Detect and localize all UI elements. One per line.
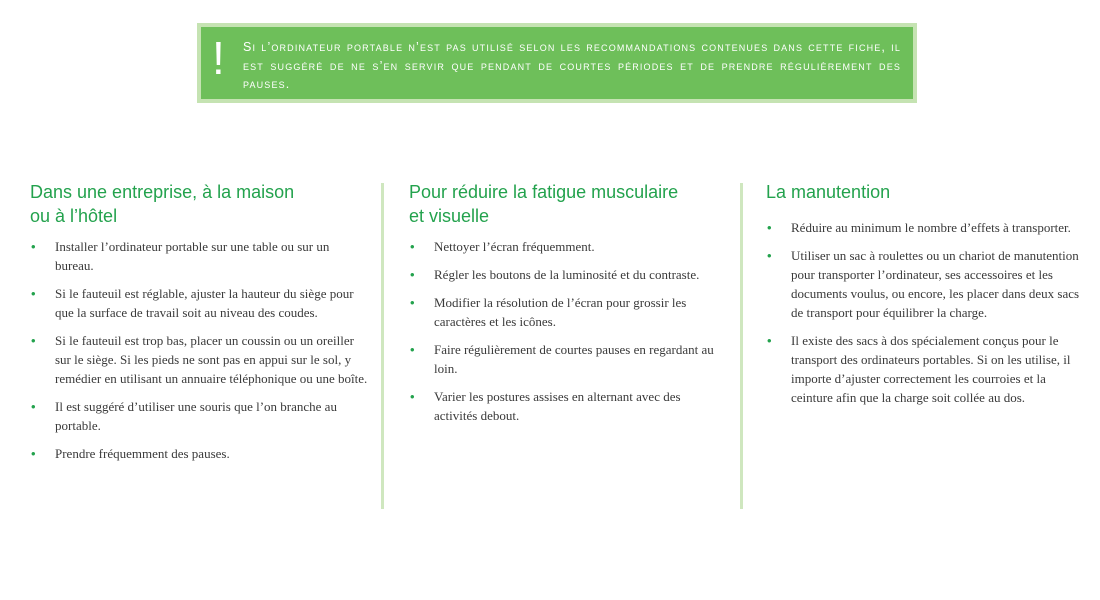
bullet-icon: • bbox=[31, 446, 36, 461]
title-line: Pour réduire la fatigue musculaire bbox=[409, 182, 679, 202]
list-item bbox=[409, 293, 724, 331]
list-item-text: Utiliser un sac à roulettes ou un chariot de manutention pour transporter l’ordinateur, ses accessoires et les documents voulus, ou encore, les placer dans deux sacs de transport pour équilibrer la charge. bbox=[791, 248, 1080, 320]
list-item bbox=[409, 387, 724, 425]
bullet-icon: • bbox=[410, 267, 415, 282]
list-item-text: Faire régulièrement de courtes pauses en regardant au loin. bbox=[434, 342, 714, 376]
list-item bbox=[409, 237, 724, 256]
warning-callout bbox=[197, 23, 917, 103]
column-title bbox=[30, 180, 370, 228]
list-item-text: Installer l’ordinateur portable sur une table ou sur un bureau. bbox=[55, 239, 330, 273]
list-item-text: Nettoyer l’écran fréquemment. bbox=[434, 239, 595, 254]
list-item bbox=[30, 397, 370, 435]
bullet-icon: • bbox=[31, 399, 36, 414]
bullet-list bbox=[409, 237, 724, 425]
title-line: ou à l’hôtel bbox=[30, 206, 118, 226]
bullet-icon: • bbox=[410, 342, 415, 357]
list-item-text: Il est suggéré d’utiliser une souris que l’on branche au portable. bbox=[55, 399, 337, 433]
bullet-list bbox=[766, 218, 1084, 407]
list-item bbox=[30, 444, 370, 463]
list-item-text: Modifier la résolution de l’écran pour grossir les caractères et les icônes. bbox=[434, 295, 687, 329]
bullet-icon: • bbox=[410, 295, 415, 310]
column-handling bbox=[766, 180, 1084, 416]
list-item bbox=[30, 237, 370, 275]
title-line: La manutention bbox=[766, 182, 891, 202]
list-item-text: Si le fauteuil est trop bas, placer un coussin ou un oreiller sur le siège. Si les pieds ne sont pas en appui sur le sol, y remédier en utilisant un annuaire téléphonique ou une boîte. bbox=[55, 333, 368, 386]
title-line: et visuelle bbox=[409, 206, 490, 226]
bullet-icon: • bbox=[410, 389, 415, 404]
column-enterprise-home-hotel bbox=[30, 180, 370, 472]
list-item-text: Si le fauteuil est réglable, ajuster la hauteur du siège pour que la surface de travail soit au niveau des coudes. bbox=[55, 286, 354, 320]
list-item bbox=[766, 246, 1084, 322]
list-item bbox=[30, 331, 370, 388]
bullet-icon: • bbox=[767, 220, 772, 235]
list-item-text: Il existe des sacs à dos spécialement conçus pour le transport des ordinateurs portables. Si on les utilise, il importe d’ajuster correctement les courroies et la ceinture afin que la charge soit collée au dos. bbox=[791, 333, 1071, 405]
list-item bbox=[766, 331, 1084, 407]
bullet-icon: • bbox=[31, 333, 36, 348]
bullet-list bbox=[30, 237, 370, 463]
list-item bbox=[409, 340, 724, 378]
list-item bbox=[30, 284, 370, 322]
bullet-icon: • bbox=[410, 239, 415, 254]
column-divider bbox=[740, 183, 743, 509]
list-item-text: Régler les boutons de la luminosité et du contraste. bbox=[434, 267, 700, 282]
column-title bbox=[409, 180, 724, 228]
bullet-icon: • bbox=[767, 248, 772, 263]
bullet-icon: • bbox=[31, 286, 36, 301]
list-item-text: Réduire au minimum le nombre d’effets à transporter. bbox=[791, 220, 1071, 235]
column-title bbox=[766, 180, 1084, 204]
column-divider bbox=[381, 183, 384, 509]
warning-text: Si l’ordinateur portable n’est pas utilisé selon les recommandations contenues dans cette fiche, il est suggéré de ne s’en servir que pendant de courtes périodes et de prendre régulièrement des pauses. bbox=[243, 40, 901, 91]
list-item-text: Varier les postures assises en alternant avec des activités debout. bbox=[434, 389, 681, 423]
bullet-icon: • bbox=[31, 239, 36, 254]
list-item bbox=[766, 218, 1084, 237]
bullet-icon: • bbox=[767, 333, 772, 348]
list-item bbox=[409, 265, 724, 284]
exclamation-icon: ! bbox=[212, 32, 225, 84]
column-fatigue bbox=[409, 180, 724, 434]
list-item-text: Prendre fréquemment des pauses. bbox=[55, 446, 230, 461]
title-line: Dans une entreprise, à la maison bbox=[30, 182, 295, 202]
